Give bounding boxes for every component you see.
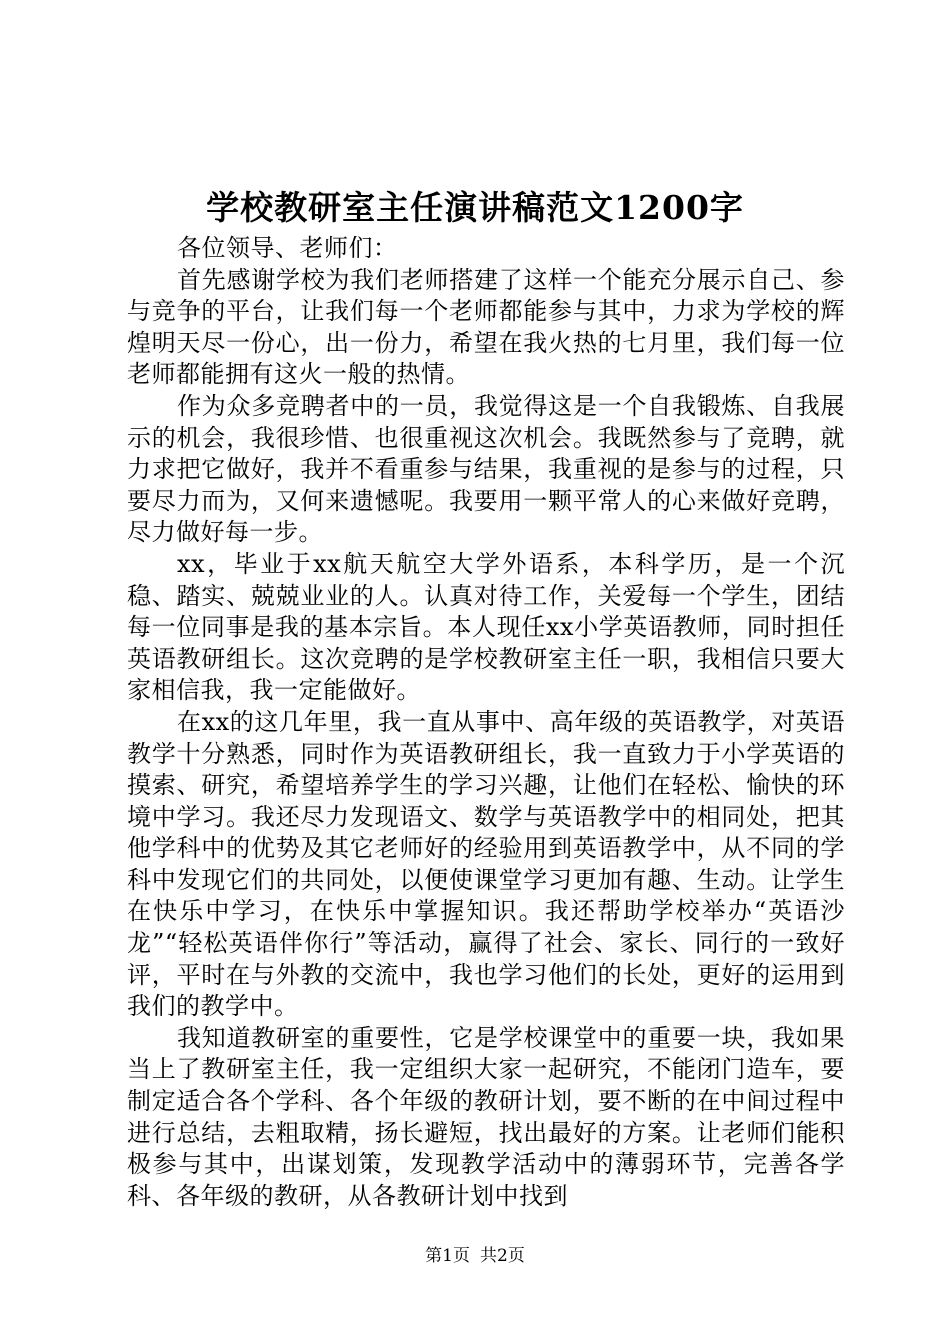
body-paragraph: xx，毕业于xx航天航空大学外语系，本科学历，是一个沉稳、踏实、兢兢业业的人。认真对待工作，关爱每一个学生，团结每一位同事是我的基本宗旨。本人现任xx小学英语教师，同时担任英语教研组长。这次竞聘的是学校教研室主任一职，我相信只要大家相信我，我一定能做好。 — [127, 549, 845, 705]
body-paragraph: 作为众多竞聘者中的一员，我觉得这是一个自我锻炼、自我展示的机会，我很珍惜、也很重视这次机会。我既然参与了竞聘，就力求把它做好，我并不看重参与结果，我重视的是参与的过程，只要尽力而为，又何来遗憾呢。我要用一颗平常人的心来做好竞聘，尽力做好每一步。 — [127, 391, 845, 547]
body-paragraph: 在xx的这几年里，我一直从事中、高年级的英语教学，对英语教学十分熟悉，同时作为英语教研组长，我一直致力于小学英语的摸索、研究，希望培养学生的学习兴趣，让他们在轻松、愉快的环境中学习。我还尽力发现语文、数学与英语教学中的相同处，把其他学科中的优势及其它老师好的经验用到英语教学中，从不同的学科中发现它们的共同处，以便使课堂学习更加有趣、生动。让学生在快乐中学习，在快乐中掌握知识。我还帮助学校举办“英语沙龙”“轻松英语伴你行”等活动，赢得了社会、家长、同行的一致好评，平时在与外教的交流中，我也学习他们的长处，更好的运用到我们的教学中。 — [127, 707, 845, 1021]
page-number: 第1页 — [425, 1246, 470, 1266]
document-title: 学校教研室主任演讲稿范文1200字 — [206, 188, 744, 227]
page-total: 共2页 — [480, 1246, 525, 1266]
salutation-paragraph: 各位领导、老师们： — [177, 234, 398, 262]
page-footer — [0, 1244, 950, 1268]
document-body — [127, 233, 845, 1212]
body-paragraph: 我知道教研室的重要性，它是学校课堂中的重要一块，我如果当上了教研室主任，我一定组织大家一起研究，不能闭门造车，要制定适合各个学科、各个年级的教研计划，要不断的在中间过程中进行总结，去粗取精，扬长避短，找出最好的方案。让老师们能积极参与其中，出谋划策，发现教学活动中的薄弱环节，完善各学科、各年级的教研，从各教研计划中找到 — [127, 1023, 845, 1210]
body-paragraph: 首先感谢学校为我们老师搭建了这样一个能充分展示自己、参与竞争的平台，让我们每一个老师都能参与其中，力求为学校的辉煌明天尽一份心，出一份力，希望在我火热的七月里，我们每一位老师都能拥有这火一般的热情。 — [127, 265, 845, 389]
